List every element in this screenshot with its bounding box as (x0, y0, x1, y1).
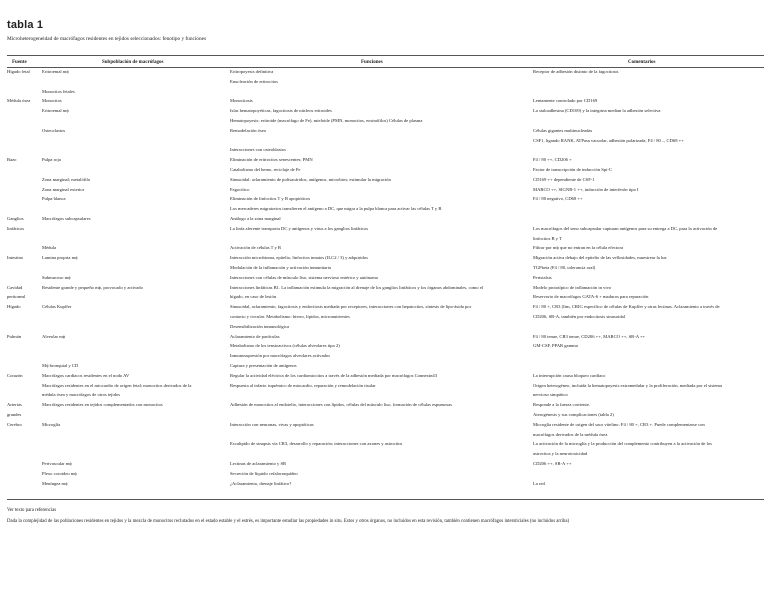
cell-function: La linfa aferente transporta DC y antígenos y virus a los ganglios linfáticos (230, 225, 369, 231)
cell-function: Hematopoyesis: eritroide (macrófago de Fe), mieloide (PMN, monocitos, eosinófilos) Células de plasma (230, 118, 423, 123)
cell-comment: nervioso simpático (533, 392, 568, 398)
cell-subpopulation: Eritroemal mϕ (42, 108, 69, 114)
cell-comment: F4 / 80 tenue, CR3 tenue, CD206 ++, MARCO ++, SR-A ++ (533, 333, 646, 339)
cell-comment: F4 / 80 +, CR3 (Itm, CRIG específico de células de Kupffer y otras lectinas. Aclaramiento a través de (533, 304, 720, 310)
header-functions: Funciones (361, 60, 383, 65)
cell-source: Médula ósea (7, 98, 31, 104)
cell-subpopulation: Macrófagos cardíacos residentes en el nodo AV (42, 372, 130, 378)
cell-source: Bazo (7, 157, 17, 163)
cell-subpopulation: Macrófagos residentes en tejidos complementados con monocitos (42, 402, 163, 408)
cell-comment: La activación de la microglía y la producción del complemento contribuyen a la activación de los (533, 441, 712, 447)
cell-function: Eliminación de linfocitos T y B apoptóticos (230, 196, 311, 202)
cell-source: Arterias (7, 402, 22, 408)
cell-subpopulation: Eritroemal mϕ (42, 69, 69, 74)
cell-source: Hígado fetal (7, 69, 30, 74)
cell-comment: CSF1, ligando RANK, ATPasa vacuolar, adhesión polarizada, F4 / 80 –, CD68 ++ (533, 137, 684, 143)
cell-function: Análogo a la zona marginal (230, 216, 281, 221)
cell-comment: Reservorio de macrófagos GATA-6 + maduros para reparación (533, 294, 649, 300)
cell-comment: MARCO ++, SIGNR-1 ++, inducción de interferón tipo I (533, 186, 639, 192)
cell-comment: CD206 ++, SR-A ++ (533, 461, 572, 466)
cell-function: Interacciones con células de músculo liso, sistema nervioso entérico y autónomo (230, 274, 379, 280)
cell-function: Adhesión de monocitos al endotelio, interacciones con lípidos, células del músculo liso, formación de células espumosas (230, 402, 452, 408)
cell-function: Secreción de líquido cefalorraquídeo (230, 470, 298, 476)
cell-subpopulation: Monocitos fetales (42, 88, 75, 94)
cell-function: contacto y circular. Metabolismo: hierro, lípidos, micronutrientes (230, 314, 350, 319)
cell-function: ¿Aclaramiento, drenaje linfático? (230, 480, 292, 486)
cell-subpopulation: Células Kupffer (42, 304, 72, 310)
cell-comment: Células gigantes multinucleadas (533, 127, 593, 133)
cell-function: Enucleación de eritrocitos (230, 78, 278, 84)
cell-comment: La red (533, 480, 545, 486)
cell-comment: linfocitos B y T (533, 235, 562, 241)
cell-comment: GM-CSF, PPAR gamma (533, 343, 578, 349)
cell-function: Escultpido de sinapsis vía CR3, desarrollo y reparación; interacciones con axones y astrocitos (230, 441, 403, 447)
cell-comment: Factor de transcripción de inducción Spi-C (533, 167, 612, 172)
cell-subpopulation: Macrófagos residentes en el miocardio de origen fetal; monocitos derivados de la (42, 382, 192, 388)
cell-comment: Modelo prototípico de inflamación in vivo (533, 284, 612, 290)
table-subtitle: Microheterogeneidad de macrófagos residentes en tejidos seleccionados: fenotipo y funciones (7, 36, 207, 42)
cell-comment: TGFbeta (F4 / 80, tolerancia oral) (533, 265, 596, 270)
cell-function: Fagocítico (230, 186, 250, 192)
cell-function: Eliminación de eritrocitos senescentes; PMN (230, 157, 313, 163)
cell-comment: astrocitos y la neurotoxicidad (533, 451, 588, 457)
cell-subpopulation: Mϕ bronquial y CD (42, 363, 79, 368)
cell-comment: Lentamente controlado por CD169 (533, 98, 598, 104)
header-subpopulation: Subpoblación de macrófagos (102, 60, 164, 65)
cell-comment: Receptor de adhesión distinto de la fagocitosis (533, 69, 619, 74)
cell-subpopulation: Microglía (42, 421, 61, 427)
cell-comment: Microglía residente de origen del saco vitelino: F4 / 80 +, CR3 +. Puede complementarse con (533, 421, 705, 427)
cell-function: Modulación de la inflamación y activación inmunitaria (230, 265, 332, 270)
cell-function: Sinusoidal: aclaramiento de polisacáridos, antígenos, microbios; estimular la migración (230, 176, 391, 182)
cell-subpopulation: Médula (42, 245, 57, 251)
cell-comment: CD206, SR-A, también por endocitosis sinusoidal (533, 314, 625, 319)
cell-subpopulation: Monocitos (42, 98, 62, 104)
cell-comment: La sialoadhesina (CD169) y la integrina median la adhesión selectiva (533, 108, 661, 114)
cell-function: Monocitosis (230, 98, 253, 104)
cell-comment: macrófagos derivados de la médula ósea (533, 431, 608, 437)
cell-function: Respuesta al infarto isquémico de miocardio, reparación y remodelación tisular (230, 382, 376, 388)
cell-subpopulation: Submucoso mϕ (42, 274, 71, 280)
cell-comment: Responde a la fuerza corriente. (533, 402, 591, 408)
cell-subpopulation: Lamina propria mϕ (42, 255, 78, 261)
cell-comment: La interrupción causa bloqueo cardíaco (533, 372, 606, 378)
cell-source: Intestino (7, 255, 24, 261)
cell-subpopulation: Zona marginal exterior (42, 186, 85, 192)
cell-function: Regular la actividad eléctrica de los cardiomiocitos a través de la adhesión mediada por macrófagos Connexin43 (230, 372, 438, 378)
cell-function: Interacción microbioma, epitelio, linfocitos innatos (ILC2 / 3) y adquiridos (230, 255, 368, 261)
cell-function: Interacciones linfáticas B1. La inflamación estimula la migración al drenaje de los ganglios linfáticos y los órganos abdominales, como el (230, 284, 484, 290)
cell-subpopulation: Pulpa roja (42, 157, 61, 163)
cell-function: Interacción con neuronas, vivas y apoptóticas (230, 421, 314, 427)
cell-source: Ganglios (7, 216, 24, 221)
cell-comment: Peristalsis (533, 274, 552, 280)
cell-subpopulation: Pulpa blanca (42, 196, 66, 202)
cell-subpopulation: Zona marginal; metalófilo (42, 176, 91, 182)
cell-subpopulation: Osteoclastos (42, 127, 66, 133)
cell-function: Remodelación ósea (230, 127, 266, 133)
cell-function: Interacciones con osteoblastos (230, 147, 286, 153)
cell-source: Pulmón (7, 333, 22, 339)
cell-comment: Aterogénesis y sus complicaciones (tabla 2) (533, 412, 614, 417)
cell-source: linfáticos (7, 225, 25, 231)
cell-comment: Filtrar por mϕ que no entran en la célula efectora (533, 245, 624, 251)
bottom-rule (7, 499, 764, 500)
cell-function: hígado, en caso de lesión (230, 294, 277, 300)
cell-function: Aclaramiento de partículas (230, 333, 280, 339)
cell-subpopulation: Macrófagos subcapsulares (42, 216, 91, 221)
table-title: tabla 1 (7, 19, 44, 31)
cell-function: Sinusoidal, aclaramiento, fagocitosis y endocitosis mediada por receptores, interacciones con hepatocitos, síntesis de lipo-ásida por (230, 304, 472, 310)
header-source: Fuente (12, 60, 27, 65)
cell-source: peritoneal (7, 294, 26, 300)
footnote-references: Ver texto para referencias (7, 508, 57, 513)
cell-source: grandes (7, 412, 22, 417)
cell-function: Catabolismo del hemo, reciclaje de Fe (230, 167, 301, 172)
cell-function: Islas hematopoyéticas, fagocitosis de núcleos eritroides (230, 108, 332, 114)
cell-source: Cavidad (7, 284, 23, 290)
cell-subpopulation: médula ósea y macrófagos de otros tejidos (42, 392, 121, 398)
cell-comment: Migración activa debajo del epitelio de las vellosidades, muestrear la luz (533, 255, 667, 261)
cell-function: Inmunosupresión por macrófagos alveolares activados (230, 353, 331, 359)
cell-source: Cerebro (7, 421, 22, 427)
cell-function: Los mercaderes migratorios transfieren el antígeno a DC, que migra a la pulpa blanca para activar las células T y B (230, 206, 442, 212)
cell-function: Desensibilización inmunológica (230, 323, 290, 329)
cell-comment: Los macrófagos del seno subcapsular capturan antígenos para su entrega a DC, para la activación de (533, 225, 718, 231)
cell-function: Activación de células T y B (230, 245, 281, 251)
cell-function: Eritropoyesis definitiva (230, 69, 274, 74)
cell-subpopulation: Alveolar mϕ (42, 333, 66, 339)
cell-function: Captura y presentación de antígenos (230, 363, 297, 368)
cell-comment: CD169 ++ dependiente de CSF-1 (533, 176, 595, 182)
cell-function: Lectinas de aclaramiento y SR (230, 461, 287, 466)
cell-comment: F4 / 80 ++, CD206 + (533, 157, 572, 163)
cell-subpopulation: Meníngea mϕ (42, 480, 68, 486)
header-comments: Comentarios (628, 60, 656, 65)
cell-source: Corazón (7, 372, 23, 378)
cell-comment: Origen heterogéneo, incluida la hematopoyesis extramedular y la proliferación, mediada por el sistema (533, 382, 723, 388)
cell-source: Hígado (7, 304, 21, 310)
cell-subpopulation: Perivascular mϕ (42, 461, 72, 466)
cell-comment: F4 / 80 negativo, CD68 ++ (533, 196, 583, 202)
cell-subpopulation: Plexo coroideo mϕ (42, 470, 77, 476)
cell-function: Metabolismo de los tensioactivos (células alveolares tipo 2) (230, 343, 340, 349)
footnote-note: Dada la complejidad de las poblaciones residentes en tejidos y la mezcla de monocitos reclutados en el estado estable y el estrés, es importante estudiar las propiedades in situ. Estos y otros órganos, no incluidos en esta revisión, también contienen macrófagos intersticiales (no incluidos arriba) (7, 519, 570, 524)
cell-subpopulation: Residente grande y pequeño mϕ, provocado y activado (42, 284, 143, 290)
